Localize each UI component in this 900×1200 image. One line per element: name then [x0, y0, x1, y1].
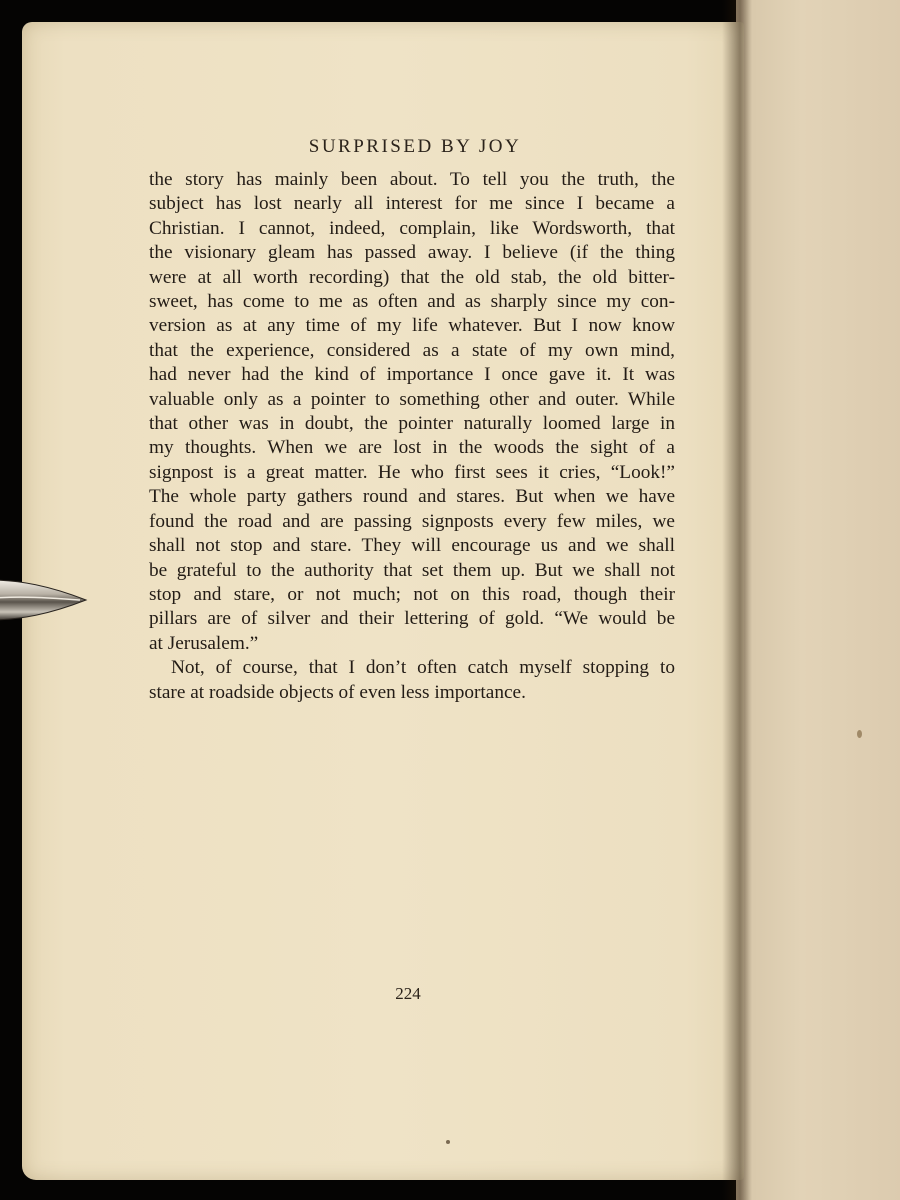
- text-line: subject has lost nearly all interest for me since I became a: [149, 193, 675, 215]
- text-line: had never had the kind of importance I once gave it. It was: [149, 364, 675, 386]
- text-line: the story has mainly been about. To tell you the truth, the: [149, 169, 675, 190]
- text-line: Christian. I cannot, indeed, complain, like Wordsworth, that: [149, 217, 675, 239]
- paragraph-2: [149, 656, 675, 705]
- paper-speck: [446, 1140, 450, 1144]
- running-head: SURPRISED BY JOY: [308, 136, 522, 157]
- paper-speck: [857, 730, 862, 738]
- text-line: valuable only as a pointer to something other and outer. While: [149, 388, 675, 410]
- text-line: my thoughts. When we are lost in the woods the sight of a: [149, 437, 675, 459]
- text-line: were at all worth recording) that the old stab, the old bitter-: [149, 266, 675, 288]
- text-line: pillars are of silver and their lettering of gold. “We would be: [149, 608, 675, 630]
- paragraph-1: [149, 168, 675, 656]
- text-line: The whole party gathers round and stares. But when we have: [149, 486, 675, 508]
- text-line: the visionary gleam has passed away. I believe (if the thing: [149, 242, 675, 264]
- text-line: shall not stop and stare. They will encourage us and we shall: [149, 535, 675, 557]
- text-line: version as at any time of my life whatever. But I now know: [149, 315, 675, 337]
- text-line: found the road and are passing signposts every few miles, we: [149, 510, 675, 532]
- text-line: stare at roadside objects of even less importance.: [149, 681, 526, 703]
- page-body-text: [149, 168, 675, 705]
- page-number: 224: [395, 984, 421, 1003]
- text-line: signpost is a great matter. He who first sees it cries, “Look!”: [149, 461, 675, 483]
- text-line: stop and stare, or not much; not on this road, though their: [149, 583, 675, 605]
- adjacent-page-edge: [736, 0, 900, 1200]
- text-line: be grateful to the authority that set them up. But we shall not: [149, 559, 675, 581]
- page-gutter-shadow: [722, 0, 752, 1200]
- pen-clip-icon: [0, 576, 88, 624]
- text-line: that other was in doubt, the pointer naturally loomed large in: [149, 413, 675, 435]
- text-line: that the experience, considered as a state of my own mind,: [149, 339, 675, 361]
- text-line: sweet, has come to me as often and as sharply since my con-: [149, 291, 675, 313]
- text-line: Not, of course, that I don’t often catch myself stopping to: [171, 657, 675, 679]
- text-line: at Jerusalem.”: [149, 632, 259, 654]
